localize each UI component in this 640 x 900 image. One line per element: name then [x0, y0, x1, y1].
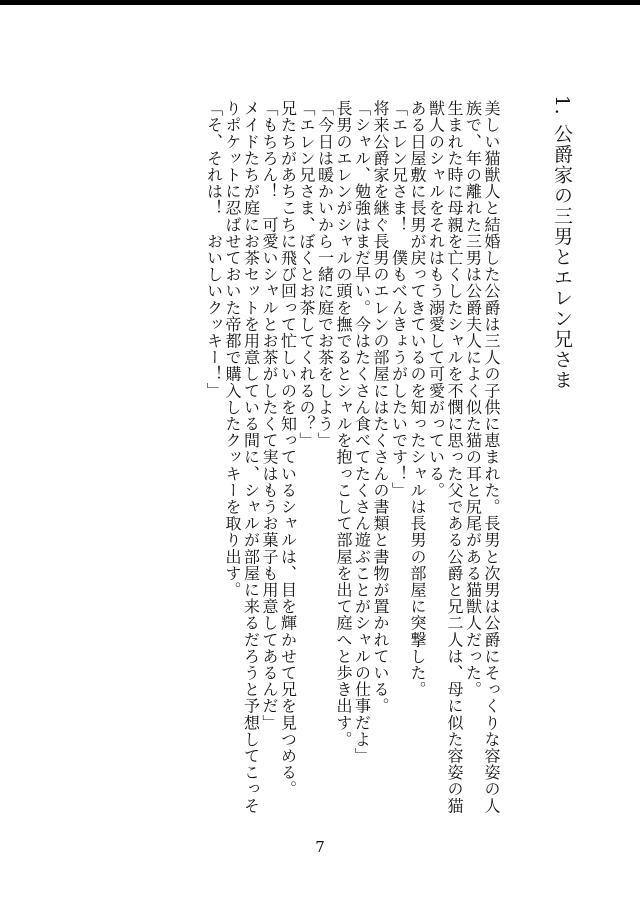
paragraph-12: メイドたちが庭にお茶セットを用意している間に、シャルが部屋に来るだろうと予想してこっそりポケットに忍ばせておいた帝都で購入したクッキーを取り出す。 [223, 100, 261, 814]
paragraph-4: 「エレン兄さま！ 僕もべんきょうがしたいです！」 [389, 100, 409, 499]
paragraph-7: 長男のエレンがシャルの頭を撫でるとシャルを抱っこして部屋を出て庭へと歩き出す。 [334, 100, 353, 748]
paragraph-9: 「エレン兄さま、ぼくとお茶してくれるの？」 [297, 100, 316, 449]
paragraph-3: ある日屋敷に長男が戻ってきているのを知ったシャルは長男の部屋に突撃した。 [408, 100, 427, 698]
page-number: 7 [315, 838, 325, 856]
chapter-heading: 1. 公爵家の三男とエレン兄さま [551, 95, 573, 391]
paragraph-5: 将来公爵家を継ぐ長男のエレンの部屋にはたくさんの書類と書物が置かれている。 [371, 100, 390, 715]
body-text [80, 100, 500, 830]
paragraph-8: 「今日は暖かいから一緒に庭でお茶をしよう」 [315, 100, 335, 449]
paragraph-1: 美しい猫獣人と結婚した公爵は三人の子供に恵まれた。長男と次男は公爵にそっくりな容姿の人族で、年の離れた三男は公爵夫人によく似た猫の耳と尻尾がある猫獣人だった。 [463, 100, 501, 814]
paragraph-6: 「シャル、勉強はまだ早い。今はたくさん食べてたくさん遊ぶことがシャルの仕事だよ」 [352, 100, 372, 764]
paragraph-13: 「そ、それは！ おいしいクッキー！」 [204, 100, 224, 399]
paragraph-11: 「もちろん！ 可愛いシャルとお茶がしたくて実はもうお菓子も用意してあるんだ」 [260, 100, 279, 731]
paragraph-2: 生まれた時に母親を亡くしたシャルを不憫に思った父である公爵と兄二人は、母に似た容姿の猫獣人のシャルをそれはもう溺愛して可愛がっている。 [426, 100, 464, 814]
paragraph-10: 兄たちがあちこちに飛び回って忙しいのを知っているシャルは、目を輝かせて兄を見つめる。 [278, 100, 298, 798]
page-top-edge [0, 0, 640, 5]
